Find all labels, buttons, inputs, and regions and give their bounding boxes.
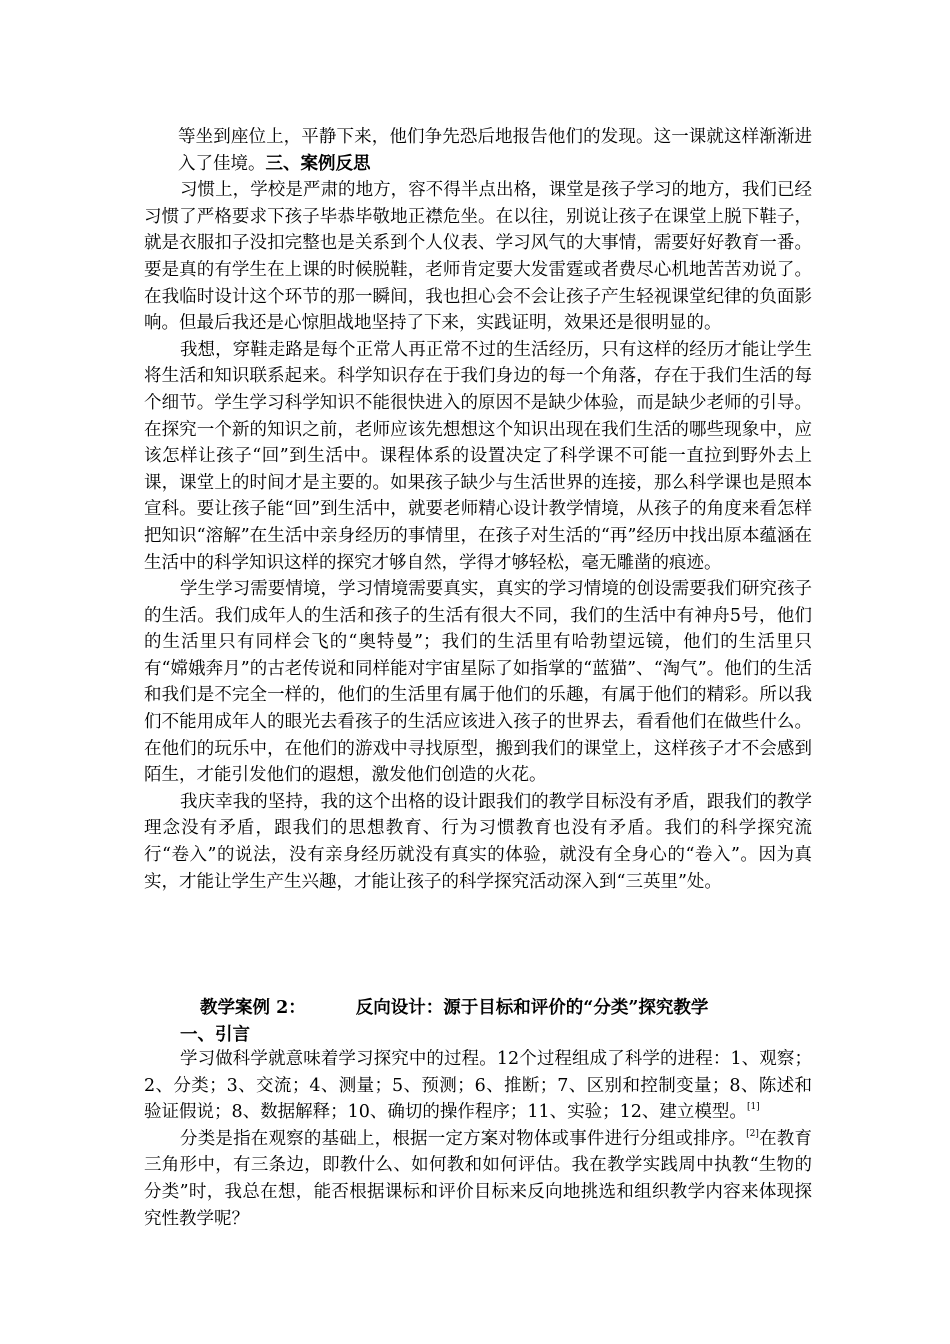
paragraph: 习惯上，学校是严肃的地方，容不得半点出格，课堂是孩子学习的地方，我们已经习惯了严格要求下孩子毕恭毕敬地正襟危坐。在以往，别说让孩子在课堂上脱下鞋子，就是衣服扣子没扣完整也是关系到个人仪表、学习风气的大事情，需要好好教育一番。要是真的有学生在上课的时候脱鞋，老师肯定要大发雷霆或者费尽心机地苦苦劝说了。在我临时设计这个环节的那一瞬间，我也担心会不会让孩子产生轻视课堂纪律的负面影响。但最后我还是心惊胆战地坚持了下来，实践证明，效果还是很明显的。	[144, 180, 812, 334]
paragraph: 我想，穿鞋走路是每个正常人再正常不过的生活经历，只有这样的经历才能让学生将生活和知识联系起来。科学知识存在于我们身边的每一个角落，存在于我们生活的每个细节。学生学习科学知识不能很快进入的原因不是缺少体验，而是缺少老师的引导。在探究一个新的知识之前，老师应该先想想这个知识出现在我们生活的哪些现象中，应该怎样让孩子“回”到生活中。课程体系的设置决定了科学课不可能一直拉到野外去上课，课堂上的时间才是主要的。如果孩子缺少与生活世界的连接，那么科学课也是照本宣科。要让孩子能“回”到生活中，就要老师精心设计教学情境，从孩子的角度来看怎样把知识“溶解”在生活中亲身经历的事情里，在孩子对生活的“再”经历中找出原本蕴涵在生活中的科学知识这样的探究才够自然，学得才够轻松，毫无雕凿的痕迹。	[144, 339, 812, 573]
paragraph-text: 在教育三角形中，有三条边，即教什么、如何教和如何评估。我在教学实践周中执教“生物的分类”时，我总在想，能否根据课标和评价目标来反向地挑选和组织教学内容来体现探究性教学呢？	[144, 1128, 813, 1229]
footnote-ref: [1]	[746, 1102, 760, 1113]
footnote-ref: [2]	[746, 1128, 759, 1139]
section-1	[144, 124, 812, 895]
paragraph: 学生学习需要情境，学习情境需要真实，真实的学习情境的创设需要我们研究孩子的生活。我们成年人的生活和孩子的生活有很大不同，我们的生活中有神舟5号，他们的生活里只有同样会飞的“奥特曼”；我们的生活里有哈勃望远镜，他们的生活里只有“嫦娥奔月”的古老传说和同样能对宇宙星际了如指掌的“蓝猫”、“淘气”。他们的生活和我们是不完全一样的，他们的生活里有属于他们的乐趣，有属于他们的精彩。所以我们不能用成年人的眼光去看孩子的生活应该进入孩子的世界去，看看他们在做些什么。在他们的玩乐中，在他们的游戏中寻找原型，搬到我们的课堂上，这样孩子才不会感到陌生，才能引发他们的遐想，激发他们创造的火花。	[144, 579, 812, 786]
case-title-line	[200, 994, 820, 1019]
case-title: 反向设计：源于目标和评价的“分类”探究教学	[355, 998, 709, 1018]
introduction-heading: 一、引言	[180, 1025, 250, 1045]
paragraph-text: 学习做科学就意味着学习探究中的过程。12个过程组成了科学的进程：1、观察；2、分类；3、交流；4、测量；5、预测；6、推断；7、区别和控制变量；8、陈述和验证假说；8、数据解释；10、确切的操作程序；11、实验；12、建立模型。	[144, 1049, 812, 1123]
section-2	[144, 1046, 812, 1232]
paragraph	[144, 1126, 812, 1232]
lead-paragraph	[144, 124, 812, 177]
reflection-heading: 三、案例反思	[265, 153, 371, 174]
paragraph: 我庆幸我的坚持，我的这个出格的设计跟我们的教学目标没有矛盾，跟我们的教学理念没有矛盾，跟我们的思想教育、行为习惯教育也没有矛盾。我们的科学探究流行“卷入”的说法，没有亲身经历就没有真实的体验，就没有全身心的“卷入”。因为真实，才能让学生产生兴趣，才能让孩子的科学探究活动深入到“三英里”处。	[144, 791, 812, 892]
paragraph	[144, 1046, 812, 1126]
paragraph-text: 分类是指在观察的基础上，根据一定方案对物体或事件进行分组或排序。	[180, 1128, 747, 1149]
lead-text: 等坐到座位上，平静下来，他们争先恐后地报告他们的发现。这一课就这样渐渐进入了佳境。	[178, 127, 812, 174]
case-label: 教学案例 2：	[200, 998, 306, 1018]
